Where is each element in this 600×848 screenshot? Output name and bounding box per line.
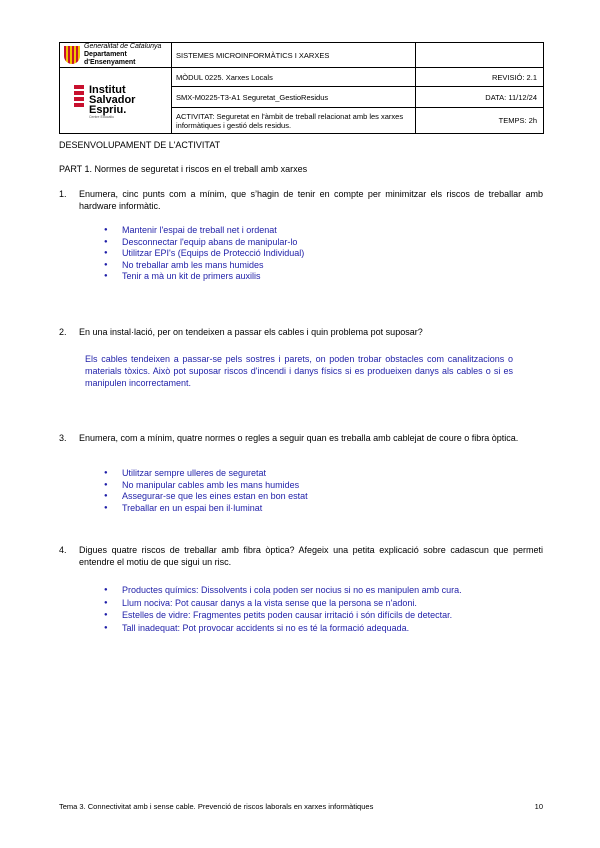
answer-list-3: [104, 468, 308, 514]
document-code: SMX-M0225-T3-A1 Seguretat_GestioResidus: [172, 87, 416, 108]
module-name: MÒDUL 0225. Xarxes Locals: [172, 68, 416, 87]
list-item: ● Mantenir l'espai de treball net i ordenat: [104, 225, 304, 237]
empty-cell: [416, 43, 544, 68]
list-item: ● Treballar en un espai ben il·luminat: [104, 503, 308, 515]
institut-logo: Institut Salvador Espriu. Centre Educatiu: [60, 68, 172, 134]
list-item: ● Desconnectar l'equip abans de manipular-lo: [104, 237, 304, 249]
institut-mark-icon: [74, 85, 84, 109]
part-title: PART 1. Normes de seguretat i riscos en el treball amb xarxes: [59, 164, 308, 174]
answer-list-1: [104, 225, 304, 283]
activity-description: ACTIVITAT: Seguretat en l'àmbit de treball relacionat amb les xarxes informàtiques i gestió dels residus.: [172, 108, 416, 134]
date: DATA: 11/12/24: [416, 87, 544, 108]
question-1: 1. Enumera, cinc punts com a mínim, que s’hagin de tenir en compte per minimitzar els riscos de treballar amb hardware informàtic.: [59, 189, 543, 211]
generalitat-emblem-icon: [64, 46, 80, 64]
question-4: 4. Digues quatre riscos de treballar amb fibra òptica? Afegeix una petita explicació sobre cadascun que permeti entendre el motiu de que sigui un risc.: [59, 545, 543, 567]
page-number: 10: [534, 802, 543, 811]
document-header: [59, 42, 544, 134]
answer-list-4: [104, 584, 462, 634]
question-2: 2. En una instal·lació, per on tendeixen a passar els cables i quin problema pot suposar?: [59, 327, 423, 337]
revision: REVISIÓ: 2.1: [416, 68, 544, 87]
list-item: ● Assegurar-se que les eines estan en bon estat: [104, 491, 308, 503]
list-item: ● Estelles de vidre: Fragmentes petits poden causar irritació i són difícils de detectar.: [104, 609, 462, 622]
list-item: ● No manipular cables amb les mans humides: [104, 480, 308, 492]
page-footer: [59, 802, 543, 811]
time: TEMPS: 2h: [416, 108, 544, 134]
list-item: ● No treballar amb les mans humides: [104, 260, 304, 272]
list-item: ● Tenir a mà un kit de primers auxilis: [104, 271, 304, 283]
list-item: ● Llum nociva: Pot causar danys a la vista sense que la persona se n'adoni.: [104, 597, 462, 610]
question-3: 3. Enumera, com a mínim, quatre normes o regles a seguir quan es treballa amb cablejat de coure o fibra òptica.: [59, 433, 519, 443]
list-item: ● Utilitzar EPI's (Equips de Protecció Individual): [104, 248, 304, 260]
generalitat-logo: Generalitat de Catalunya Departament d'Ensenyament: [60, 43, 172, 68]
answer-2: Els cables tendeixen a passar-se pels sostres i parets, on poden trobar obstacles com canalitzacions o materials tòxics. Això pot suposar riscos d'incendi i danys físics si es produeixen danys als cables o si es manipulen incorrectament.: [85, 354, 513, 388]
course-name: SISTEMES MICROINFORMÀTICS I XARXES: [172, 43, 416, 68]
section-title: DESENVOLUPAMENT DE L'ACTIVITAT: [59, 140, 221, 150]
list-item: ● Utilitzar sempre ulleres de seguretat: [104, 468, 308, 480]
footer-text: Tema 3. Connectivitat amb i sense cable. Prevenció de riscos laborals en xarxes informàtiques: [59, 802, 374, 811]
list-item: ● Productes químics: Dissolvents i cola poden ser nocius si no es manipulen amb cura.: [104, 584, 462, 597]
list-item: ● Tall inadequat: Pot provocar accidents si no es té la formació adequada.: [104, 622, 462, 635]
